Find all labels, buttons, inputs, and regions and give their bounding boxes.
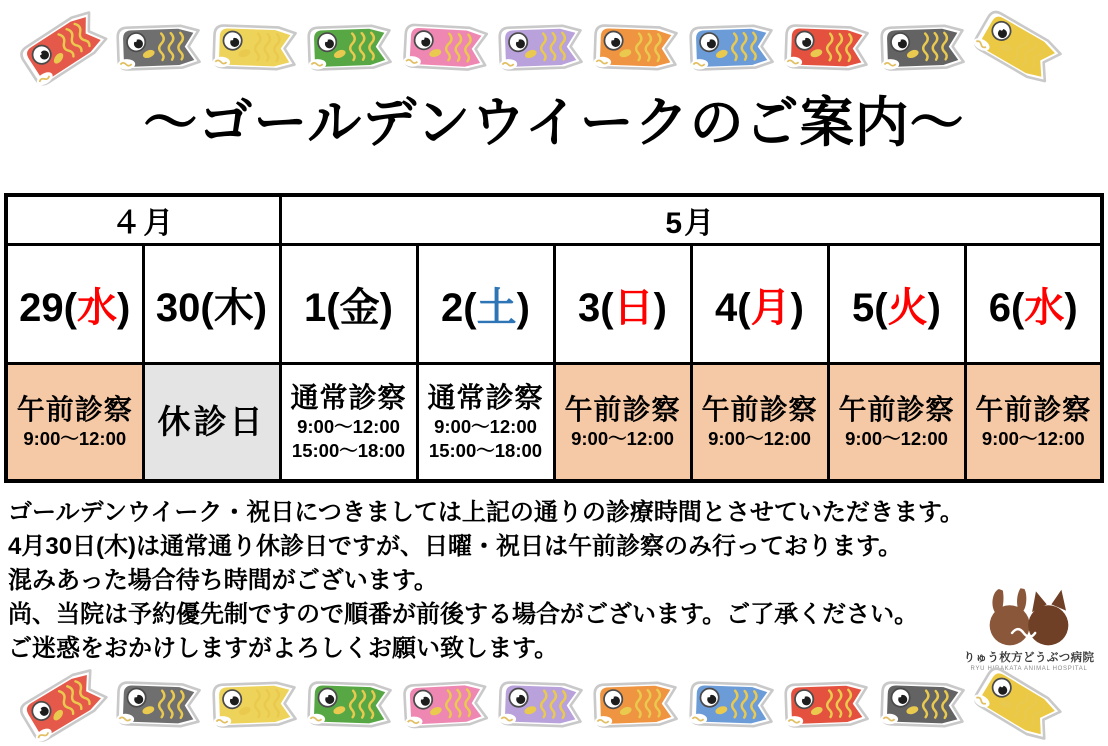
koinobori-icon: [496, 22, 586, 72]
date-cell-may6: 6(水): [965, 245, 1102, 364]
koinobori-icon: [14, 661, 114, 746]
schedule-cell-apr30: 休診日: [143, 364, 280, 482]
month-header-row: [6, 195, 1102, 245]
schedule-cell-may6: 午前診察 9:00～12:00: [965, 364, 1102, 482]
notes-paragraph: [8, 496, 1018, 666]
koinobori-icon: [687, 22, 777, 72]
koinobori-icon: [115, 22, 205, 72]
schedule-table: [4, 193, 1104, 483]
koinobori-icon: [400, 678, 490, 730]
koinobori-row-top: [20, 6, 1062, 88]
note-line: ゴールデンウイーク・祝日につきましては上記の通りの診療時間とさせていただきます。: [8, 499, 964, 526]
date-cell-may1: 1(金): [280, 245, 417, 364]
month-header-may: 5月: [280, 195, 1102, 245]
koinobori-icon: [687, 679, 777, 729]
koinobori-icon: [878, 22, 968, 72]
koinobori-icon: [210, 22, 300, 72]
koinobori-icon: [968, 661, 1068, 746]
month-header-april: ４月: [6, 195, 280, 245]
date-cell-may4: 4(月): [691, 245, 828, 364]
koinobori-icon: [115, 679, 205, 729]
schedule-cell-may3: 午前診察 9:00～12:00: [554, 364, 691, 482]
note-line: 尚、当院は予約優先制ですので順番が前後する場合がございます。ご了承ください。: [8, 601, 919, 628]
date-cell-may5: 5(火): [828, 245, 965, 364]
koinobori-icon: [878, 679, 968, 729]
koinobori-icon: [782, 679, 872, 729]
schedule-cell-apr29: 午前診察 9:00～12:00: [6, 364, 143, 482]
clinic-name-japanese: りゅう枚方どうぶつ病院: [963, 652, 1095, 664]
koinobori-icon: [592, 679, 682, 729]
page-title: ～ゴールデンウイークのご案内～: [143, 93, 965, 153]
note-line: 混みあった場合待ち時間がございます。: [8, 567, 438, 594]
date-cell-may3: 3(日): [554, 245, 691, 364]
clinic-logo: [953, 585, 1105, 672]
koinobori-icon: [14, 3, 113, 90]
koinobori-icon: [305, 22, 395, 72]
koinobori-row-bottom: [20, 664, 1062, 744]
clinic-name-english: RYU HIRAKATA ANIMAL HOSPITAL: [970, 666, 1088, 672]
koinobori-icon: [210, 679, 300, 729]
schedule-cell-may1: 通常診察 9:00～12:00 15:00～18:00: [280, 364, 417, 482]
service-row: [6, 364, 1102, 482]
koinobori-icon: [305, 679, 395, 729]
koinobori-icon: [496, 679, 586, 729]
schedule-cell-may2: 通常診察 9:00～12:00 15:00～18:00: [417, 364, 554, 482]
clinic-logo-icon: [975, 585, 1083, 647]
note-line: 4月30日(木)は通常通り休診日ですが、日曜・祝日は午前診察のみ行っております。: [8, 533, 903, 560]
koinobori-icon: [592, 22, 682, 72]
date-cell-may2: 2(土): [417, 245, 554, 364]
schedule-cell-may5: 午前診察 9:00～12:00: [828, 364, 965, 482]
date-cell-apr30: 30(木): [143, 245, 280, 364]
note-line: ご迷惑をおかけしますがよろしくお願い致します。: [8, 635, 559, 662]
schedule-cell-may4: 午前診察 9:00～12:00: [691, 364, 828, 482]
koinobori-icon: [400, 21, 490, 73]
koinobori-icon: [968, 5, 1068, 90]
date-row: [6, 245, 1102, 364]
koinobori-icon: [782, 22, 872, 72]
date-cell-apr29: 29(水): [6, 245, 143, 364]
